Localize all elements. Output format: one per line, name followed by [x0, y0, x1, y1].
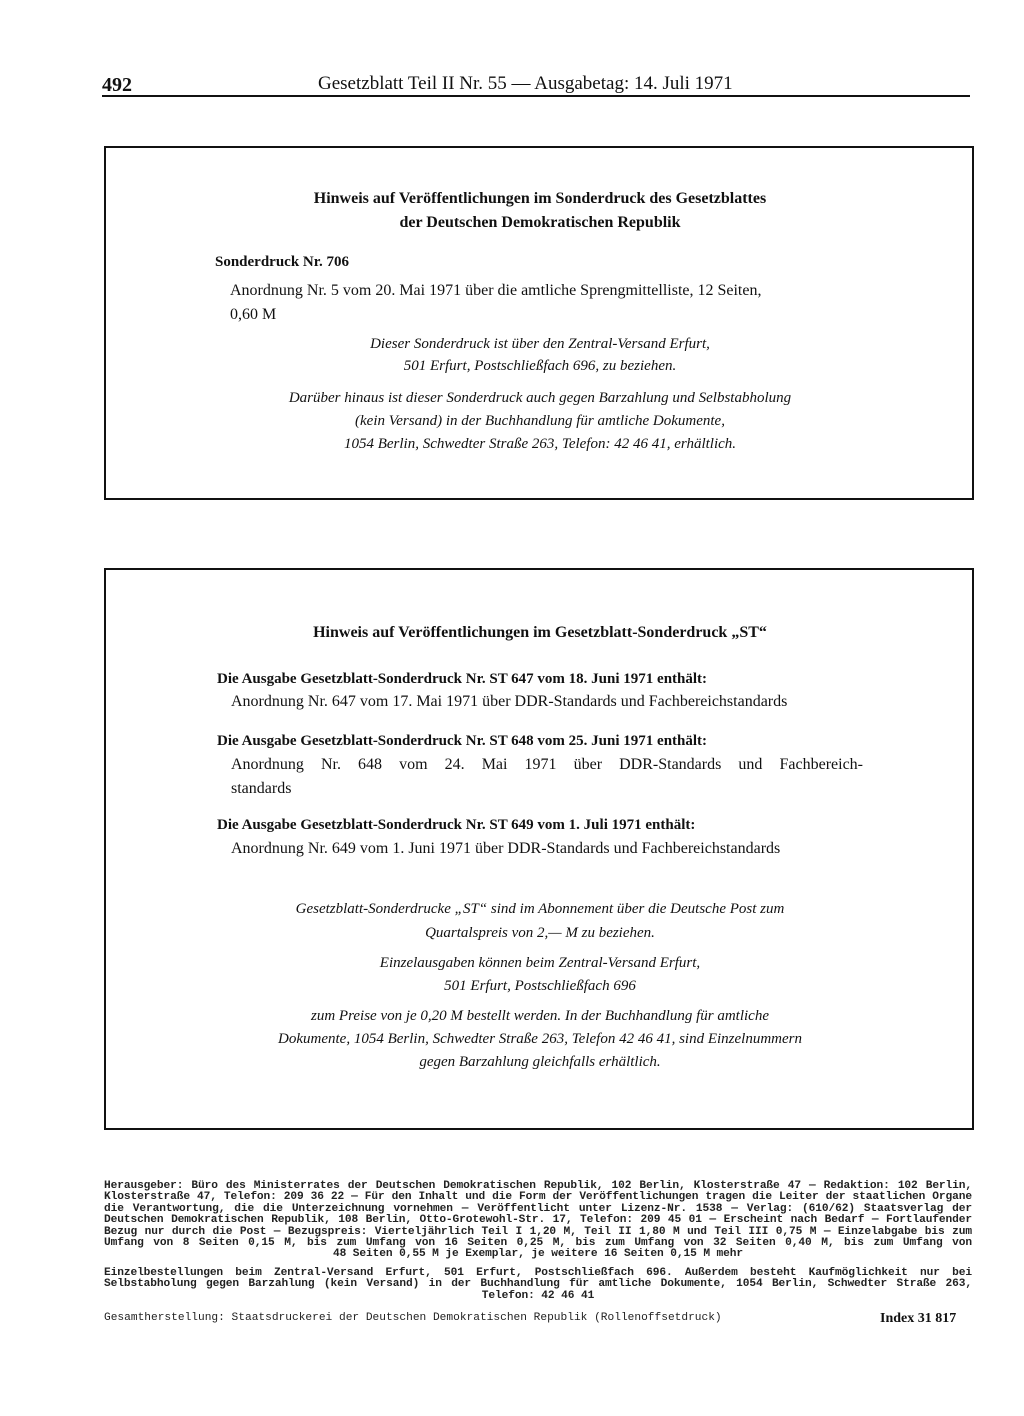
st-entry-text: Anordnung Nr. 649 vom 1. Juni 1971 über DDR-Standards und Fachbereichstandards [231, 840, 781, 857]
box1-italic2-line2: (kein Versand) in der Buchhandlung für amtliche Dokumente, [355, 413, 725, 429]
imprint-line: 48 Seiten 0,55 M je Exemplar, je weitere 16 Seiten 0,15 M mehr [332, 1248, 744, 1261]
imprint-line: Herausgeber: Büro des Ministerrates der Deutschen Demokratischen Republik, 102 Berlin, Klosterstraße 47 — Redaktion: 102 Berlin, [104, 1180, 972, 1192]
page-header-title: Gesetzblatt Teil II Nr. 55 — Ausgabetag: 14. Juli 1971 [318, 73, 733, 94]
st-entry-title: Die Ausgabe Gesetzblatt-Sonderdruck Nr. ST 648 vom 25. Juni 1971 enthält: [217, 733, 708, 749]
st-entry-title: Die Ausgabe Gesetzblatt-Sonderdruck Nr. ST 647 vom 18. Juni 1971 enthält: [217, 671, 708, 687]
preis-line2: Dokumente, 1054 Berlin, Schwedter Straße 263, Telefon 42 46 41, sind Einzelnummern [278, 1031, 802, 1047]
printer-line: Gesamtherstellung: Staatsdruckerei der Deutschen Demokratischen Republik (Rollenoffsetdruck) [104, 1312, 722, 1324]
preis-line3: gegen Barzahlung gleichfalls erhältlich. [419, 1054, 661, 1070]
index-number: Index 31 817 [880, 1311, 957, 1326]
imprint-line: Umfang von 8 Seiten 0,15 M, bis zum Umfang von 16 Seiten 0,25 M, bis zum Umfang von 32 Seiten 0,40 M, bis zum Umfang von [104, 1237, 972, 1250]
imprint-block [104, 1181, 972, 1261]
imprint-line: Deutschen Demokratischen Republik, 108 Berlin, Otto-Grotewohl-Str. 17, Telefon: 209 45 01 — Erscheint nach Bedarf — Fortlaufender [104, 1214, 972, 1227]
imprint-line: die Verantwortung, die die Unterzeichnung vornehmen — Veröffentlicht unter Lizenz-Nr. 1538 — Verlag: (610/62) Staatsverlag der [104, 1202, 972, 1215]
box1-italic2-line1: Darüber hinaus ist dieser Sonderdruck auch gegen Barzahlung und Selbstabholung [288, 390, 792, 406]
einzel-line2: 501 Erfurt, Postschließfach 696 [444, 978, 636, 994]
order-info-block [104, 1268, 972, 1302]
sonderdruck-number: Sonderdruck Nr. 706 [215, 254, 350, 270]
box1-italic1-line2: 501 Erfurt, Postschließfach 696, zu beziehen. [403, 358, 677, 374]
box2-heading: Hinweis auf Veröffentlichungen im Gesetzblatt-Sonderdruck „ST“ [313, 624, 767, 641]
st-entry-text: Anordnung Nr. 647 vom 17. Mai 1971 über DDR-Standards und Fachbereichstandards [231, 693, 788, 710]
einzel-line1: Einzelausgaben können beim Zentral-Versand Erfurt, [379, 955, 701, 971]
abo-line2: Quartalspreis von 2,— M zu beziehen. [425, 925, 655, 941]
box1-order-line2: 0,60 M [230, 306, 277, 323]
page-number: 492 [102, 74, 132, 96]
abo-line1: Gesetzblatt-Sonderdrucke „ST“ sind im Abonnement über die Deutsche Post zum [295, 901, 785, 917]
order-info-line: Selbstabholung gegen Barzahlung (kein Versand) in der Buchhandlung für amtliche Dokumente, 1054 Berlin, Schwedter Straße 263, [104, 1278, 972, 1291]
box1-order-line1: Anordnung Nr. 5 vom 20. Mai 1971 über die amtliche Sprengmittelliste, 12 Seiten, [230, 282, 762, 299]
st-entry-text: Anordnung Nr. 648 vom 24. Mai 1971 über DDR-Standards und Fachbereich- [231, 756, 863, 773]
imprint-line: Klosterstraße 47, Telefon: 209 36 22 — Für den Inhalt und die Form der Veröffentlichungen tragen die Leiter der staatlichen Organe [104, 1191, 972, 1204]
imprint-line: Bezug nur durch die Post — Bezugspreis: Vierteljährlich Teil I 1,20 M, Teil II 1,80 M und Teil III 0,75 M — Einzelabgabe bis zum [104, 1225, 972, 1238]
order-info-line: Telefon: 42 46 41 [481, 1289, 595, 1302]
box1-heading-line1: Hinweis auf Veröffentlichungen im Sonderdruck des Gesetzblattes [313, 190, 767, 207]
order-info-line: Einzelbestellungen beim Zentral-Versand Erfurt, 501 Erfurt, Postschließfach 696. Außerdem besteht Kaufmöglichkeit nur bei [104, 1267, 972, 1279]
box1-heading-line2: der Deutschen Demokratischen Republik [399, 214, 681, 231]
st-entry-text-cont: standards [231, 780, 292, 797]
header-rule [102, 95, 970, 97]
box1-italic1-line1: Dieser Sonderdruck ist über den Zentral-Versand Erfurt, [370, 336, 710, 352]
preis-line1: zum Preise von je 0,20 M bestellt werden. In der Buchhandlung für amtliche [311, 1008, 769, 1024]
box1-italic2-line3: 1054 Berlin, Schwedter Straße 263, Telefon: 42 46 41, erhältlich. [343, 436, 737, 452]
st-entry-title: Die Ausgabe Gesetzblatt-Sonderdruck Nr. ST 649 vom 1. Juli 1971 enthält: [217, 817, 696, 833]
